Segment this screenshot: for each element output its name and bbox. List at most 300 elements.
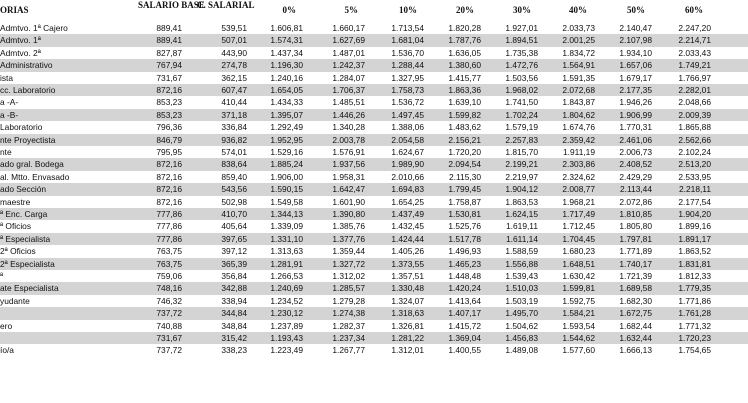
table-row <box>0 47 748 59</box>
table-row <box>0 59 748 71</box>
pct-value-cell: 1.927,01 <box>505 23 538 33</box>
pct-value-cell: 1.424,44 <box>391 233 424 244</box>
pct-value-cell: 1.196,30 <box>270 60 303 71</box>
header-pct-0: 0% <box>282 5 296 15</box>
pct-value-cell: 1.434,33 <box>270 97 303 108</box>
pct-value-cell: 1.843,87 <box>562 97 595 108</box>
pct-value-cell: 1.327,72 <box>332 258 365 269</box>
pct-value-cell: 1.660,17 <box>332 23 365 33</box>
pct-value-cell: 1.968,21 <box>562 196 595 207</box>
pct-value-cell: 1.230,12 <box>270 308 303 319</box>
pct-value-cell: 2.094,54 <box>448 159 481 170</box>
pct-value-cell: 1.694,83 <box>391 184 424 195</box>
salario-base-cell: 796,36 <box>156 122 182 133</box>
salario-base-cell: 763,75 <box>156 258 182 269</box>
pct-value-cell: 1.681,04 <box>391 35 424 46</box>
pct-value-cell: 1.834,72 <box>562 47 595 58</box>
pct-value-cell: 2.001,25 <box>562 35 595 46</box>
salario-base-cell: 737,72 <box>156 308 182 319</box>
table-row <box>0 220 748 232</box>
pct-value-cell: 2.199,21 <box>505 159 538 170</box>
pct-value-cell: 1.761,28 <box>678 308 711 319</box>
pct-value-cell: 1.797,81 <box>619 233 652 244</box>
pct-value-cell: 2.113,44 <box>620 184 652 195</box>
pct-value-cell: 1.593,54 <box>562 320 595 331</box>
pct-value-cell: 1.240,16 <box>270 72 303 83</box>
c-salarial-cell: 336,84 <box>221 122 247 133</box>
pct-value-cell: 1.339,09 <box>270 221 303 232</box>
pct-value-cell: 1.937,56 <box>332 159 365 170</box>
pct-value-cell: 2.008,77 <box>562 184 595 195</box>
salario-base-cell: 731,67 <box>156 333 182 343</box>
pct-value-cell: 1.564,91 <box>562 60 595 71</box>
pct-value-cell: 2.009,39 <box>678 109 711 120</box>
salario-base-cell: 827,87 <box>156 47 182 58</box>
pct-value-cell: 1.911,19 <box>563 147 595 157</box>
category-name: Administrativo <box>0 60 53 71</box>
category-name: Admtvo. 2ª <box>0 47 41 58</box>
pct-value-cell: 1.373,55 <box>391 258 424 269</box>
pct-value-cell: 1.574,31 <box>270 35 303 46</box>
category-name: al. Mtto. Envasado <box>0 171 70 182</box>
pct-value-cell: 2.247,20 <box>678 23 711 33</box>
pct-value-cell: 2.006,73 <box>619 147 652 157</box>
pct-value-cell: 1.465,23 <box>448 258 481 269</box>
pct-value-cell: 1.331,10 <box>270 233 303 244</box>
pct-value-cell: 1.624,67 <box>391 147 424 157</box>
pct-value-cell: 2.219,97 <box>505 171 538 182</box>
pct-value-cell: 1.529,16 <box>270 147 303 157</box>
pct-value-cell: 1.934,10 <box>619 47 652 58</box>
pct-value-cell: 1.340,28 <box>332 122 365 133</box>
category-name: ado gral. Bodega <box>0 159 64 170</box>
salario-base-cell: 795,95 <box>156 147 182 157</box>
pct-value-cell: 1.266,53 <box>270 271 303 281</box>
salario-base-cell: 737,72 <box>156 345 182 356</box>
pct-value-cell: 1.284,07 <box>332 72 365 83</box>
c-salarial-cell: 362,15 <box>221 72 247 83</box>
c-salarial-cell: 344,84 <box>221 308 247 319</box>
pct-value-cell: 1.815,70 <box>505 147 538 157</box>
pct-value-cell: 1.702,24 <box>505 109 538 120</box>
c-salarial-cell: 543,56 <box>221 184 247 195</box>
pct-value-cell: 1.556,88 <box>505 258 538 269</box>
pct-value-cell: 1.281,91 <box>270 258 303 269</box>
pct-value-cell: 1.735,38 <box>505 47 538 58</box>
table-row <box>0 307 748 319</box>
pct-value-cell: 1.380,60 <box>448 60 481 71</box>
pct-value-cell: 1.632,44 <box>619 333 652 343</box>
pct-value-cell: 1.327,95 <box>391 72 424 83</box>
pct-value-cell: 1.267,77 <box>332 345 365 356</box>
pct-value-cell: 1.536,70 <box>391 47 424 58</box>
pct-value-cell: 1.234,52 <box>270 295 303 306</box>
pct-value-cell: 1.588,59 <box>505 246 538 257</box>
pct-value-cell: 1.820,28 <box>448 23 481 33</box>
pct-value-cell: 2.107,98 <box>619 35 652 46</box>
category-name: a -B- <box>0 109 19 120</box>
header-salario-base: SALARIO BASE <box>138 0 205 10</box>
pct-value-cell: 1.592,75 <box>562 295 595 306</box>
pct-value-cell: 2.048,66 <box>678 97 711 108</box>
pct-value-cell: 1.636,05 <box>448 47 481 58</box>
category-name: yudante <box>0 295 30 306</box>
category-name: ª Oficios <box>0 221 32 232</box>
pct-value-cell: 2.054,58 <box>391 134 424 145</box>
pct-value-cell: 1.863,53 <box>505 196 538 207</box>
table-row <box>0 72 748 84</box>
pct-value-cell: 1.495,70 <box>505 308 538 319</box>
pct-value-cell: 1.831,81 <box>678 258 711 269</box>
salario-base-cell: 872,16 <box>156 159 182 170</box>
category-name: cc. Laboratorio <box>0 85 56 95</box>
pct-value-cell: 2.033,43 <box>678 47 711 58</box>
table-row <box>0 344 748 356</box>
salario-base-cell: 777,86 <box>156 209 182 219</box>
salario-base-cell: 872,16 <box>156 171 182 182</box>
pct-value-cell: 1.496,93 <box>448 246 481 257</box>
pct-value-cell: 2.429,29 <box>619 171 652 182</box>
pct-value-cell: 1.274,38 <box>332 308 365 319</box>
c-salarial-cell: 342,88 <box>221 283 247 294</box>
pct-value-cell: 1.904,20 <box>678 209 711 219</box>
c-salarial-cell: 371,18 <box>221 109 247 120</box>
pct-value-cell: 1.958,31 <box>332 171 365 182</box>
pct-value-cell: 1.885,24 <box>270 159 303 170</box>
pct-value-cell: 1.891,17 <box>678 233 711 244</box>
pct-value-cell: 2.359,42 <box>562 134 595 145</box>
pct-value-cell: 1.485,51 <box>332 97 365 108</box>
pct-value-cell: 1.385,76 <box>332 221 365 232</box>
pct-value-cell: 1.456,83 <box>505 333 538 343</box>
pct-value-cell: 1.415,72 <box>448 320 481 331</box>
pct-value-cell: 1.679,17 <box>619 72 652 83</box>
salario-base-cell: 759,06 <box>156 271 182 281</box>
c-salarial-cell: 410,70 <box>221 209 247 219</box>
salario-base-cell: 763,75 <box>156 246 182 257</box>
pct-value-cell: 1.536,72 <box>391 97 424 108</box>
table-row <box>0 146 748 158</box>
category-name: nte <box>0 147 12 157</box>
header-pct-5: 5% <box>344 5 358 15</box>
pct-value-cell: 1.497,45 <box>391 109 424 120</box>
pct-value-cell: 1.904,12 <box>505 184 538 195</box>
table-row <box>0 320 748 332</box>
table-row <box>0 84 748 96</box>
pct-value-cell: 1.446,26 <box>332 109 365 120</box>
pct-value-cell: 1.799,45 <box>448 184 481 195</box>
category-name: maestre <box>0 196 31 207</box>
table-row <box>0 121 748 133</box>
header-category: ORIAS <box>0 5 29 15</box>
pct-value-cell: 2.156,21 <box>448 134 481 145</box>
pct-value-cell: 1.437,34 <box>270 47 303 58</box>
pct-value-cell: 1.758,87 <box>448 196 481 207</box>
pct-value-cell: 1.740,17 <box>619 258 652 269</box>
pct-value-cell: 1.601,90 <box>332 196 365 207</box>
category-name: Laboratorio <box>0 122 43 133</box>
table-row <box>0 171 748 183</box>
pct-value-cell: 2.010,66 <box>391 171 424 182</box>
pct-value-cell: 1.405,26 <box>391 246 424 257</box>
category-name: ª Enc. Carga <box>0 209 48 219</box>
header-pct-40: 40% <box>569 5 587 15</box>
pct-value-cell: 1.577,60 <box>562 345 595 356</box>
table-row <box>0 282 748 294</box>
pct-value-cell: 2.115,30 <box>449 171 481 182</box>
pct-value-cell: 1.812,33 <box>678 271 711 281</box>
c-salarial-cell: 365,39 <box>221 258 247 269</box>
pct-value-cell: 1.591,35 <box>562 72 595 83</box>
pct-value-cell: 1.717,49 <box>562 209 595 219</box>
pct-value-cell: 1.682,30 <box>619 295 652 306</box>
pct-value-cell: 1.906,99 <box>619 109 652 120</box>
pct-value-cell: 1.420,24 <box>448 283 481 294</box>
c-salarial-cell: 859,40 <box>221 171 247 182</box>
c-salarial-cell: 410,44 <box>221 97 247 108</box>
header-c-salarial: C. SALARIAL <box>197 0 255 10</box>
c-salarial-cell: 338,23 <box>221 345 247 356</box>
category-name: Admtvo. 1ª Cajero <box>0 23 68 33</box>
pct-value-cell: 1.193,43 <box>270 333 303 343</box>
pct-value-cell: 1.281,22 <box>391 333 424 343</box>
pct-value-cell: 2.218,11 <box>679 184 711 195</box>
pct-value-cell: 1.704,45 <box>562 233 595 244</box>
c-salarial-cell: 502,98 <box>221 196 247 207</box>
pct-value-cell: 1.359,44 <box>332 246 365 257</box>
header-pct-20: 20% <box>456 5 474 15</box>
pct-value-cell: 1.657,06 <box>619 60 652 71</box>
pct-value-cell: 1.369,04 <box>448 333 481 343</box>
pct-value-cell: 1.407,17 <box>448 308 481 319</box>
pct-value-cell: 1.437,49 <box>391 209 424 219</box>
header-pct-60: 60% <box>685 5 703 15</box>
pct-value-cell: 1.754,65 <box>678 345 711 356</box>
pct-value-cell: 1.771,86 <box>678 295 711 306</box>
pct-value-cell: 1.344,13 <box>270 209 303 219</box>
pct-value-cell: 1.223,49 <box>270 345 303 356</box>
category-name: nte Proyectista <box>0 134 56 145</box>
category-name: a -A- <box>0 97 19 108</box>
salario-base-cell: 777,86 <box>156 233 182 244</box>
pct-value-cell: 1.504,62 <box>505 320 538 331</box>
c-salarial-cell: 607,47 <box>221 85 247 95</box>
c-salarial-cell: 574,01 <box>221 147 247 157</box>
c-salarial-cell: 936,82 <box>221 134 247 145</box>
pct-value-cell: 1.390,80 <box>332 209 365 219</box>
pct-value-cell: 1.288,44 <box>391 60 424 71</box>
category-name: ista <box>0 72 14 83</box>
pct-value-cell: 1.590,15 <box>270 184 303 195</box>
pct-value-cell: 1.968,02 <box>505 85 538 95</box>
pct-value-cell: 1.279,28 <box>332 295 365 306</box>
table-row <box>0 183 748 195</box>
table-row <box>0 196 748 208</box>
table-row <box>0 22 748 34</box>
pct-value-cell: 1.330,48 <box>391 283 424 294</box>
pct-value-cell: 1.324,07 <box>391 295 424 306</box>
pct-value-cell: 1.312,02 <box>332 271 365 281</box>
pct-value-cell: 2.282,01 <box>678 85 711 95</box>
pct-value-cell: 1.326,81 <box>391 320 424 331</box>
pct-value-cell: 2.072,86 <box>619 196 652 207</box>
c-salarial-cell: 348,84 <box>221 320 247 331</box>
pct-value-cell: 2.102,24 <box>678 147 711 157</box>
pct-value-cell: 1.766,97 <box>678 72 711 83</box>
c-salarial-cell: 405,64 <box>221 221 247 232</box>
pct-value-cell: 1.642,47 <box>332 184 365 195</box>
pct-value-cell: 2.461,06 <box>619 134 652 145</box>
pct-value-cell: 2.214,71 <box>678 35 711 46</box>
header-pct-30: 30% <box>513 5 531 15</box>
pct-value-cell: 1.237,89 <box>270 320 303 331</box>
pct-value-cell: 1.395,07 <box>270 109 303 120</box>
pct-value-cell: 2.177,35 <box>619 85 652 95</box>
category-name: ero <box>0 320 13 331</box>
pct-value-cell: 1.863,36 <box>448 85 481 95</box>
pct-value-cell: 1.712,45 <box>562 221 595 232</box>
salario-base-cell: 872,16 <box>156 196 182 207</box>
c-salarial-cell: 838,64 <box>221 159 247 170</box>
table-row <box>0 258 748 270</box>
pct-value-cell: 1.517,78 <box>448 233 481 244</box>
pct-value-cell: 1.312,01 <box>391 345 424 356</box>
salario-base-cell: 777,86 <box>156 221 182 232</box>
category-name: 2ª Oficios <box>0 246 36 257</box>
pct-value-cell: 1.413,64 <box>448 295 481 306</box>
pct-value-cell: 1.721,39 <box>619 271 652 281</box>
pct-value-cell: 1.706,37 <box>332 85 365 95</box>
c-salarial-cell: 507,01 <box>221 35 247 46</box>
pct-value-cell: 1.584,21 <box>562 308 595 319</box>
c-salarial-cell: 443,90 <box>221 47 247 58</box>
pct-value-cell: 1.654,05 <box>270 85 303 95</box>
category-name: Admtvo. 1ª <box>0 35 41 46</box>
pct-value-cell: 1.242,37 <box>332 60 365 71</box>
pct-value-cell: 1.952,95 <box>270 134 303 145</box>
salario-base-cell: 746,32 <box>156 295 182 306</box>
pct-value-cell: 1.720,23 <box>678 333 711 343</box>
pct-value-cell: 2.562,66 <box>678 134 711 145</box>
pct-value-cell: 1.377,76 <box>332 233 365 244</box>
pct-value-cell: 2.003,78 <box>332 134 365 145</box>
pct-value-cell: 1.530,81 <box>448 209 481 219</box>
pct-value-cell: 1.606,81 <box>270 23 303 33</box>
salario-base-cell: 853,23 <box>156 109 182 120</box>
pct-value-cell: 1.770,31 <box>619 122 652 133</box>
table-header <box>0 0 748 22</box>
pct-value-cell: 2.257,83 <box>505 134 538 145</box>
salario-base-cell: 846,79 <box>156 134 182 145</box>
c-salarial-cell: 274,78 <box>221 60 247 71</box>
pct-value-cell: 1.489,08 <box>505 345 538 356</box>
table-row <box>0 34 748 46</box>
pct-value-cell: 1.627,69 <box>332 35 365 46</box>
pct-value-cell: 1.894,51 <box>505 35 538 46</box>
pct-value-cell: 1.282,37 <box>332 320 365 331</box>
pct-value-cell: 1.503,56 <box>505 72 538 83</box>
pct-value-cell: 2.140,47 <box>619 23 652 33</box>
pct-value-cell: 1.472,76 <box>505 60 538 71</box>
pct-value-cell: 1.487,01 <box>332 47 365 58</box>
pct-value-cell: 1.674,76 <box>562 122 595 133</box>
pct-value-cell: 1.624,15 <box>505 209 538 219</box>
pct-value-cell: 1.432,45 <box>391 221 424 232</box>
pct-value-cell: 1.510,03 <box>505 283 538 294</box>
pct-value-cell: 1.630,42 <box>562 271 595 281</box>
pct-value-cell: 1.639,10 <box>448 97 481 108</box>
pct-value-cell: 1.292,49 <box>270 122 303 133</box>
table-row <box>0 245 748 257</box>
pct-value-cell: 1.448,48 <box>448 271 481 281</box>
salario-base-cell: 731,67 <box>156 72 182 83</box>
pct-value-cell: 1.237,34 <box>332 333 365 343</box>
pct-value-cell: 1.483,62 <box>448 122 481 133</box>
category-name: ª <box>0 271 4 281</box>
pct-value-cell: 1.666,13 <box>619 345 652 356</box>
pct-value-cell: 1.771,89 <box>619 246 652 257</box>
pct-value-cell: 2.324,62 <box>562 171 595 182</box>
category-name: 2ª Especialista <box>0 258 55 269</box>
pct-value-cell: 2.408,52 <box>619 159 652 170</box>
pct-value-cell: 1.689,58 <box>619 283 652 294</box>
table-row <box>0 332 748 344</box>
pct-value-cell: 1.611,14 <box>506 233 538 244</box>
pct-value-cell: 1.682,44 <box>619 320 652 331</box>
pct-value-cell: 1.240,69 <box>270 283 303 294</box>
pct-value-cell: 1.544,62 <box>562 333 595 343</box>
pct-value-cell: 1.415,77 <box>448 72 481 83</box>
table-row <box>0 233 748 245</box>
c-salarial-cell: 356,84 <box>221 271 247 281</box>
pct-value-cell: 1.906,00 <box>270 171 303 182</box>
pct-value-cell: 1.804,62 <box>562 109 595 120</box>
pct-value-cell: 2.072,68 <box>562 85 595 95</box>
pct-value-cell: 1.599,82 <box>448 109 481 120</box>
salario-base-cell: 889,41 <box>156 23 182 33</box>
salario-base-cell: 889,41 <box>156 35 182 46</box>
pct-value-cell: 1.654,25 <box>391 196 424 207</box>
pct-value-cell: 1.525,76 <box>448 221 481 232</box>
pct-value-cell: 1.400,55 <box>448 345 481 356</box>
pct-value-cell: 1.599,81 <box>562 283 595 294</box>
pct-value-cell: 1.388,06 <box>391 122 424 133</box>
pct-value-cell: 1.318,63 <box>391 308 424 319</box>
category-name: ate Especialista <box>0 283 59 294</box>
pct-value-cell: 1.863,52 <box>678 246 711 257</box>
pct-value-cell: 2.033,73 <box>562 23 595 33</box>
category-name: ª Especialista <box>0 233 51 244</box>
pct-value-cell: 1.899,16 <box>678 221 711 232</box>
pct-value-cell: 1.787,76 <box>448 35 481 46</box>
pct-value-cell: 2.533,95 <box>678 171 711 182</box>
pct-value-cell: 1.771,32 <box>678 320 711 331</box>
pct-value-cell: 1.989,90 <box>391 159 424 170</box>
pct-value-cell: 1.579,19 <box>505 122 538 133</box>
pct-value-cell: 1.619,11 <box>506 221 538 232</box>
c-salarial-cell: 397,65 <box>221 233 247 244</box>
table-row <box>0 270 748 282</box>
salario-base-cell: 872,16 <box>156 184 182 195</box>
salario-base-cell: 853,23 <box>156 97 182 108</box>
c-salarial-cell: 315,42 <box>221 333 247 343</box>
salario-base-cell: 740,88 <box>156 320 182 331</box>
table-row <box>0 109 748 121</box>
header-pct-50: 50% <box>627 5 645 15</box>
pct-value-cell: 1.865,88 <box>678 122 711 133</box>
pct-value-cell: 1.946,26 <box>619 97 652 108</box>
pct-value-cell: 1.741,50 <box>505 97 538 108</box>
